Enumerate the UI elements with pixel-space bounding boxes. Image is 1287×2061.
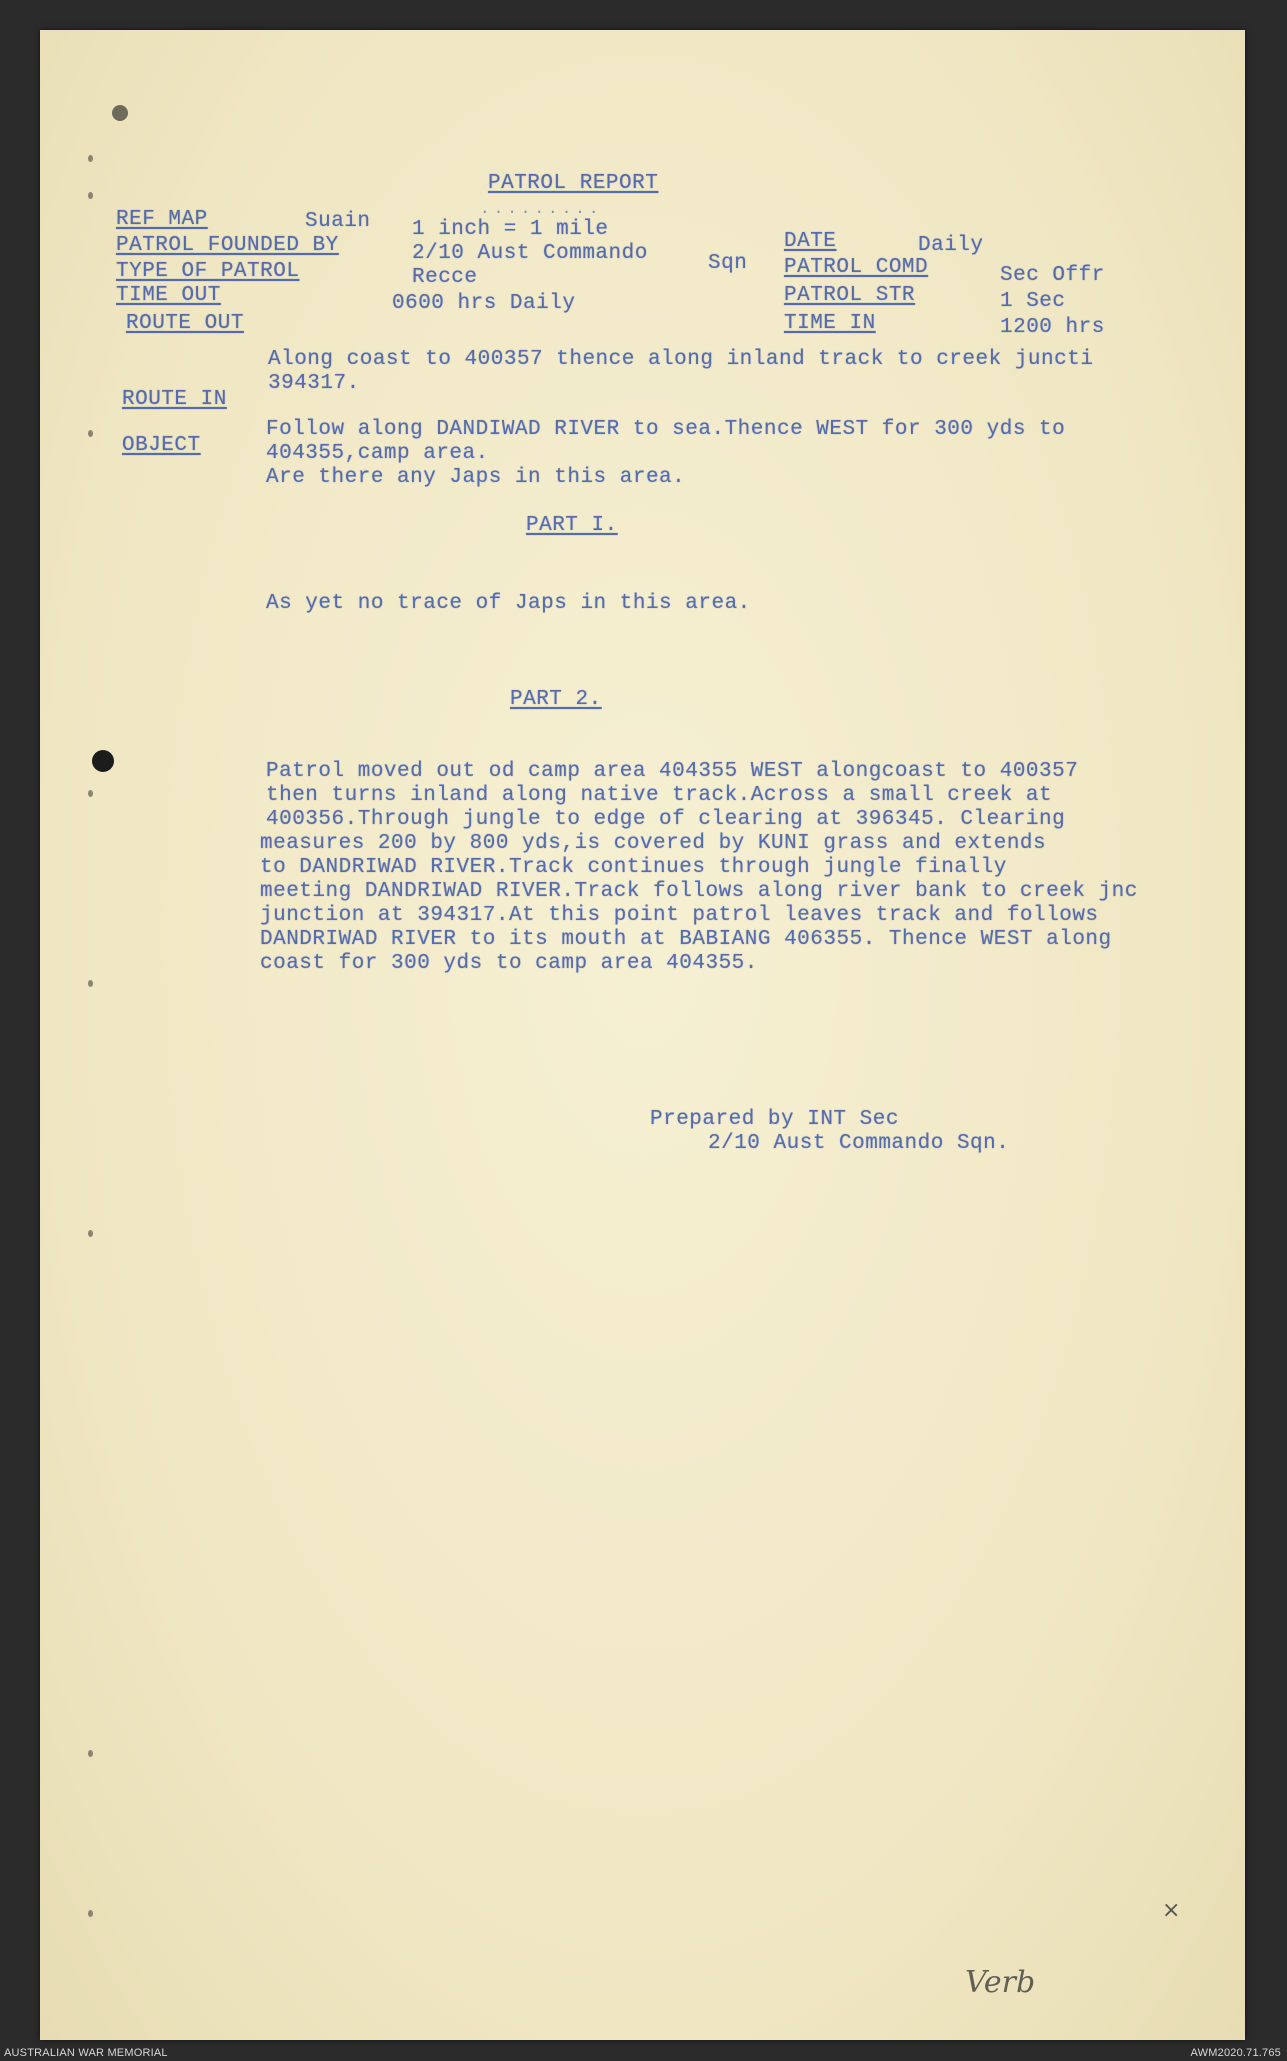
time-out-value: 0600 hrs Daily bbox=[392, 292, 576, 315]
date-value: Daily bbox=[918, 234, 984, 257]
part-2-line: to DANDRIWAD RIVER.Track continues through jungle finally bbox=[260, 856, 1007, 879]
patrol-str-label: PATROL STR bbox=[784, 284, 916, 307]
punch-hole bbox=[88, 1910, 93, 1917]
punch-hole bbox=[88, 430, 93, 437]
part-2-line: measures 200 by 800 yds,is covered by KUNI grass and extends bbox=[260, 832, 1047, 855]
punch-hole bbox=[88, 980, 93, 987]
part-1-text: As yet no trace of Japs in this area. bbox=[266, 592, 751, 615]
map-scale: 1 inch = 1 mile bbox=[412, 218, 609, 241]
patrol-type-label: TYPE OF PATROL bbox=[116, 260, 300, 283]
part-2-line: DANDRIWAD RIVER to its mouth at BABIANG 406355. Thence WEST along bbox=[260, 928, 1112, 951]
prepared-by-line: Prepared by INT Sec bbox=[650, 1108, 899, 1131]
pencil-cross-mark: × bbox=[1162, 1898, 1181, 1923]
sqn-suffix: Sqn bbox=[708, 252, 748, 275]
time-in-label: TIME IN bbox=[784, 312, 876, 335]
document-page bbox=[40, 30, 1245, 2040]
part-1-heading: PART I. bbox=[526, 514, 618, 537]
page-title: PATROL REPORT bbox=[488, 172, 659, 195]
time-out-label: TIME OUT bbox=[116, 284, 221, 307]
route-in-line: 404355,camp area. bbox=[266, 442, 489, 465]
route-out-line: Along coast to 400357 thence along inland track to creek juncti bbox=[268, 348, 1094, 371]
part-2-line: junction at 394317.At this point patrol leaves track and follows bbox=[260, 904, 1099, 927]
route-out-label: ROUTE OUT bbox=[126, 312, 244, 335]
time-in-value: 1200 hrs bbox=[1000, 316, 1105, 339]
route-in-line: Follow along DANDIWAD RIVER to sea.Thence WEST for 300 yds to bbox=[266, 418, 1066, 441]
part-2-heading: PART 2. bbox=[510, 688, 602, 711]
ink-stain bbox=[112, 105, 128, 121]
handwritten-signature: Verb bbox=[965, 1965, 1036, 2000]
ref-map-label: REF MAP bbox=[116, 208, 208, 231]
punch-hole bbox=[88, 1750, 93, 1757]
patrol-founded-label: PATROL FOUNDED BY bbox=[116, 234, 339, 257]
patrol-type-value: Recce bbox=[412, 266, 478, 289]
object-text: Are there any Japs in this area. bbox=[266, 466, 686, 489]
part-2-line: 400356.Through jungle to edge of clearing at 396345. Clearing bbox=[266, 808, 1066, 831]
punch-hole bbox=[88, 155, 93, 162]
dotted-rule: ......... bbox=[480, 200, 603, 218]
punch-hole bbox=[88, 192, 93, 199]
date-label: DATE bbox=[784, 230, 837, 253]
route-out-line: 394317. bbox=[268, 372, 360, 395]
patrol-founded-value: 2/10 Aust Commando bbox=[412, 242, 648, 265]
patrol-comd-label: PATROL COMD bbox=[784, 256, 929, 279]
prepared-by-unit: 2/10 Aust Commando Sqn. bbox=[708, 1132, 1010, 1155]
route-in-label: ROUTE IN bbox=[122, 388, 227, 411]
footer-accession-number: AWM2020.71.765 bbox=[1190, 2047, 1281, 2059]
object-label: OBJECT bbox=[122, 434, 201, 457]
part-2-line: then turns inland along native track.Across a small creek at bbox=[266, 784, 1053, 807]
punch-hole bbox=[88, 1230, 93, 1237]
punch-hole bbox=[88, 790, 93, 797]
patrol-str-value: 1 Sec bbox=[1000, 290, 1066, 313]
footer-credit: AUSTRALIAN WAR MEMORIAL bbox=[4, 2047, 168, 2059]
ref-map-value: Suain bbox=[305, 210, 371, 233]
patrol-comd-value: Sec Offr bbox=[1000, 264, 1105, 287]
part-2-line: meeting DANDRIWAD RIVER.Track follows along river bank to creek jnc bbox=[260, 880, 1138, 903]
ink-stain bbox=[92, 750, 114, 772]
part-2-line: coast for 300 yds to camp area 404355. bbox=[260, 952, 758, 975]
part-2-line: Patrol moved out od camp area 404355 WEST alongcoast to 400357 bbox=[266, 760, 1079, 783]
